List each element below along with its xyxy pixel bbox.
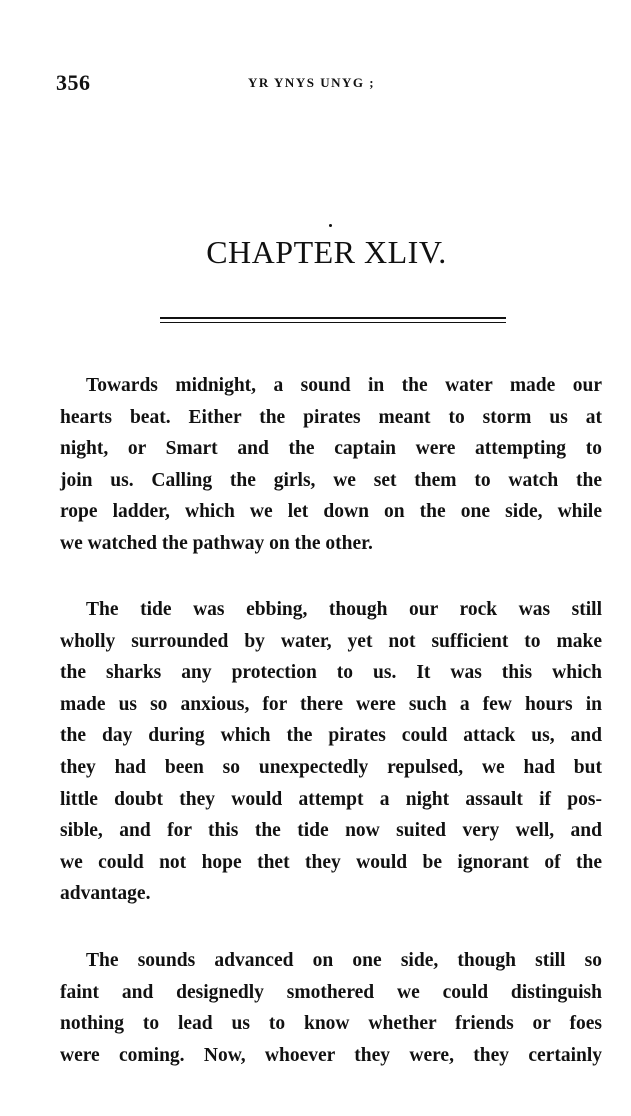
chapter-rule-thin	[160, 322, 506, 323]
ornament-dot	[329, 224, 332, 227]
chapter-title: CHAPTER XLIV.	[206, 234, 447, 270]
text-line: we could not hope thet they would be ignorant of the	[60, 851, 602, 873]
paragraph-3	[60, 945, 602, 1071]
text-line: little doubt they would attempt a night assault if pos-	[60, 788, 602, 810]
running-title: YR YNYS UNYG ;	[248, 75, 376, 90]
text-line: we watched the pathway on the other.	[60, 532, 373, 554]
text-line: wholly surrounded by water, yet not sufficient to make	[60, 630, 602, 652]
paragraph-2	[60, 594, 602, 910]
text-line: advantage.	[60, 883, 151, 905]
text-line: rope ladder, which we let down on the one side, while	[60, 501, 602, 523]
text-line: night, or Smart and the captain were attempting to	[60, 438, 602, 460]
page-number: 356	[56, 70, 91, 95]
text-line: the day during which the pirates could attack us, and	[60, 725, 602, 747]
text-line: join us. Calling the girls, we set them to watch the	[60, 469, 602, 491]
text-line: were coming. Now, whoever they were, they certainly	[60, 1044, 602, 1066]
text-line: the sharks any protection to us. It was this which	[60, 662, 602, 684]
chapter-rule-thick	[160, 317, 506, 319]
text-line: they had been so unexpectedly repulsed, we had but	[60, 756, 602, 778]
text-line: sible, and for this the tide now suited very well, and	[60, 820, 602, 842]
text-line: made us so anxious, for there were such a few hours in	[60, 693, 602, 715]
text-line: nothing to lead us to know whether friends or foes	[60, 1013, 602, 1035]
paragraph-1	[60, 370, 602, 560]
text-line: The sounds advanced on one side, though still so	[86, 950, 602, 971]
text-line: Towards midnight, a sound in the water made our	[86, 375, 602, 396]
text-line: hearts beat. Either the pirates meant to storm us at	[60, 406, 602, 428]
text-line: faint and designedly smothered we could distinguish	[60, 981, 602, 1003]
running-head	[56, 70, 603, 100]
text-line: The tide was ebbing, though our rock was still	[86, 599, 602, 620]
